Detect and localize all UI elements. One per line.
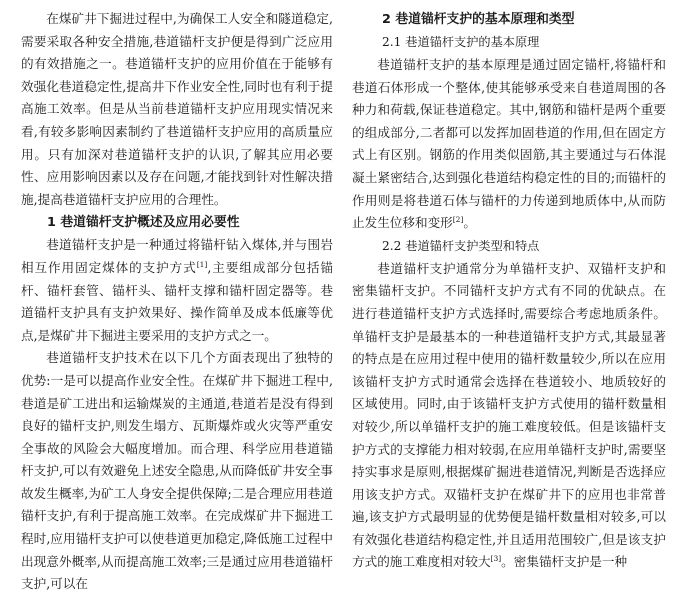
section-1-heading: 1 巷道锚杆支护概述及应用必要性: [47, 215, 240, 231]
section-2-heading: 2 巷道锚杆支护的基本原理和类型: [382, 12, 575, 27]
subsection-2-1-heading: 2.1 巷道锚杆支护的基本原理: [382, 35, 540, 49]
subsection-2-2-paragraph: [352, 258, 666, 574]
citation-ref-3: [3]: [490, 554, 502, 564]
section-1-paragraph-2: 巷道锚杆支护技术在以下几个方面表现出了独特的优势:一是可以提高作业安全性。在煤矿井下掘进工程中,巷道是矿工进出和运输煤炭的主通道,巷道若是没有得到良好的锚杆支护,则发生塌方、瓦斯爆炸或火灾等严重安全事故的风险会大幅度增加。而合理、科学应用巷道锚杆支护,可以有效避免上述安全隐患,从而降低矿井安全事故发生概率,为矿工人身安全提供保障;二是合理应用巷道锚杆支护,有利于提高施工效率。在完成煤矿井下掘进工程时,应用锚杆支护可以使巷道更加稳定,降低施工过程中出现意外概率,从而提高施工效率;三是通过应用巷道锚杆支护,可以在: [21, 350, 333, 592]
paragraph-text: ,主要组成部分包括锚杆、锚杆套管、锚杆头、锚杆支撑和锚杆固定器等。巷道锚杆支护具有支护效果好、操作简单及成本低廉等优点,是煤矿井下掘进主要采用的支护方式之一。: [21, 259, 333, 343]
subsection-2-2-heading: 2.2 巷道锚杆支护类型和特点: [382, 238, 540, 253]
citation-ref-2: [2]: [452, 214, 464, 224]
paragraph-text: 。: [463, 215, 476, 231]
citation-ref-1: [1]: [196, 259, 208, 269]
paragraph-text: 巷道锚杆支护通常分为单锚杆支护、双锚杆支护和密集锚杆支护。不同锚杆支护方式有不同的优缺点。在进行巷道锚杆支护方式选择时,需要综合考虑地质条件。单锚杆支护是最基本的一种巷道锚杆支护方式,其最显著的特点是在应用过程中使用的锚杆数量较少,所以在应用该锚杆支护方式时通常会选择在巷道较小、地质较好的区域使用。同时,由于该锚杆支护方式使用的锚杆数量相对较少,所以单锚杆支护的施工难度较低。但是该锚杆支护方式的支撑能力相对较弱,在应用单锚杆支护时,需要坚持实事求是原则,根据煤矿掘进巷道情况,判断是否选择应用该支护方式。双锚杆支护在煤矿井下的应用也非常普遍,该支护方式最明显的优势便是锚杆数量相对较多,可以有效强化巷道结构稳定性,并且适用范围较广,但是该支护方式的施工难度相对较大: [352, 260, 666, 570]
subsection-2-1-paragraph: [352, 54, 666, 235]
paragraph-text: 巷道锚杆支护的基本原理是通过固定锚杆,将锚杆和巷道石体形成一个整体,使其能够承受来自巷道周围的各种力和荷载,保证巷道稳定。其中,钢筋和锚杆是两个重要的组成部分,二者都可以发挥加固巷道的作用,但在固定方式上有区别。钢筋的作用类似固筋,其主要通过与石体混凝土紧密结合,达到强化巷道结构稳定性的目的;而锚杆的作用则是将巷道石体与锚杆的力传递到地质体中,从而防止发生位移和变形: [352, 57, 666, 231]
intro-paragraph: 在煤矿井下掘进过程中,为确保工人安全和隧道稳定,需要采取各种安全措施,巷道锚杆支护便是得到广泛应用的有效措施之一。巷道锚杆支护的应用价值在于能够有效强化巷道稳定性,提高井下作业安全性,同时也有利于提高施工效率。但是从当前巷道锚杆支护应用现实情况来看,有较多影响因素制约了巷道锚杆支护应用的高质量应用。只有加深对巷道锚杆支护的认识,了解其应用必要性、应用影响因素以及存在问题,才能找到针对性解决措施,提高巷道锚杆支护应用的合理性。: [21, 11, 333, 207]
left-column: [21, 8, 333, 596]
paragraph-text: 。密集锚杆支护是一种: [501, 554, 628, 570]
section-1-paragraph-1: [21, 234, 333, 347]
paragraph-text: 巷道锚杆支护是一种通过将锚杆钻入煤体,并与围岩相互作用固定煤体的支护方式: [21, 237, 333, 275]
right-column: [352, 8, 666, 574]
